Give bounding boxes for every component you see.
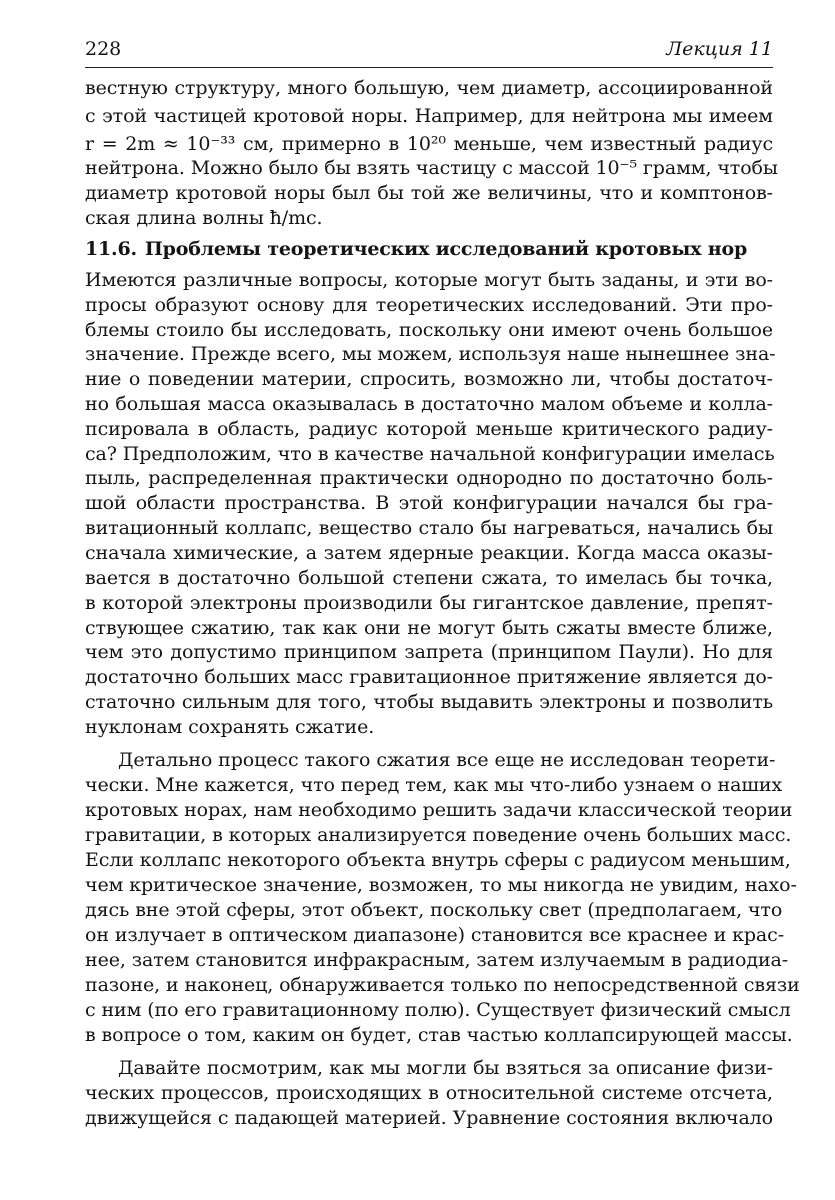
text-line: Имеются различные вопросы, которые могут быть заданы, и эти во- bbox=[85, 269, 773, 291]
text-line: достаточно больших масс гравитационное притяжение является до- bbox=[85, 666, 773, 688]
text-line: псировала в область, радиус которой меньше критического радиу- bbox=[85, 418, 773, 440]
text-line: в которой электроны производили бы гигантское давление, препят- bbox=[85, 592, 773, 614]
text-line: нее, затем становится инфракрасным, затем излучаемым в радиодиа- bbox=[85, 949, 789, 971]
text-line: чески. Мне кажется, что перед тем, как мы что-либо узнаем о наших bbox=[85, 774, 783, 796]
text-line: ствующее сжатию, так как они не могут быть сжаты вместе ближе, bbox=[85, 617, 773, 639]
text-line: он излучает в оптическом диапазоне) становится все краснее и крас- bbox=[85, 924, 785, 946]
text-line: в вопросе о том, каким он будет, став частью коллапсирующей массы. bbox=[85, 1024, 793, 1046]
page-number: 228 bbox=[85, 38, 122, 60]
text-line: кротовых норах, нам необходимо решить задачи классической теории bbox=[85, 799, 793, 821]
text-line: Если коллапс некоторого объекта внутрь сферы с радиусом меньшим, bbox=[85, 849, 791, 871]
text-line: ческих процессов, происходящих в относительной системе отсчета, bbox=[85, 1082, 773, 1104]
text-line: шой области пространства. В этой конфигурации начался бы гра- bbox=[85, 492, 773, 514]
text-line: движущейся с падающей материей. Уравнение состояния включало bbox=[85, 1107, 773, 1129]
text-line: Давайте посмотрим, как мы могли бы взяться за описание физи- bbox=[118, 1057, 773, 1079]
text-line: витационный коллапс, вещество стало бы нагреваться, начались бы bbox=[85, 517, 773, 539]
text-line: пыль, распределенная практически однородно по достаточно боль- bbox=[85, 467, 773, 489]
text-line: диаметр кротовой норы был бы той же величины, что и комптонов- bbox=[85, 182, 773, 204]
section-heading bbox=[85, 236, 773, 262]
header-rule bbox=[85, 67, 773, 68]
text-line: пазоне, и наконец, обнаруживается только по непосредственной связи bbox=[85, 974, 800, 996]
text-line: статочно сильным для того, чтобы выдавить электроны и позволить bbox=[85, 691, 773, 713]
running-title: Лекция 11 bbox=[666, 38, 773, 60]
text-line: дясь вне этой сферы, этот объект, поскольку свет (предполагаем, что bbox=[85, 899, 783, 921]
text-line: Детально процесс такого сжатия все еще не исследован теорети- bbox=[118, 749, 776, 771]
text-line: с этой частицей кротовой норы. Например, для нейтрона мы имеем bbox=[85, 105, 773, 127]
text-line: ская длина волны ħ/mc. bbox=[85, 207, 323, 229]
text-line: с ним (по его гравитационному полю). Существует физический смысл bbox=[85, 999, 791, 1021]
text-line: сначала химические, а затем ядерные реакции. Когда масса оказы- bbox=[85, 542, 773, 564]
text-line: чем это допустимо принципом запрета (принципом Паули). Но для bbox=[85, 641, 773, 663]
text-line: нуклонам сохранять сжатие. bbox=[85, 716, 375, 738]
page-header bbox=[85, 36, 773, 66]
text-line: просы образуют основу для теоретических исследований. Эти про- bbox=[85, 294, 773, 316]
text-line: вается в достаточно большой степени сжата, то имелась бы точка, bbox=[85, 567, 773, 589]
text-line: но большая масса оказывалась в достаточно малом объеме и колла- bbox=[85, 393, 773, 415]
section-title: Проблемы теоретических исследований кротовых нор bbox=[144, 238, 748, 260]
text-line: чем критическое значение, возможен, то мы никогда не увидим, нахо- bbox=[85, 874, 797, 896]
text-line: ние о поведении материи, спросить, возможно ли, чтобы достаточ- bbox=[85, 368, 773, 390]
text-line: значение. Прежде всего, мы можем, используя наше нынешнее зна- bbox=[85, 343, 776, 365]
text-line: са? Предположим, что в качестве начальной конфигурации имелась bbox=[85, 443, 775, 465]
section-number: 11.6. bbox=[85, 238, 137, 260]
text-line: блемы стоило бы исследовать, поскольку они имеют очень большое bbox=[85, 319, 773, 341]
text-line: r = 2m ≈ 10⁻³³ см, примерно в 10²⁰ меньше, чем известный радиус bbox=[85, 133, 773, 155]
text-line: вестную структуру, много большую, чем диаметр, ассоциированной bbox=[85, 77, 773, 99]
text-line: нейтрона. Можно было бы взять частицу с массой 10⁻⁵ грамм, чтобы bbox=[85, 157, 778, 179]
text-line: гравитации, в которых анализируется поведение очень больших масс. bbox=[85, 824, 792, 846]
